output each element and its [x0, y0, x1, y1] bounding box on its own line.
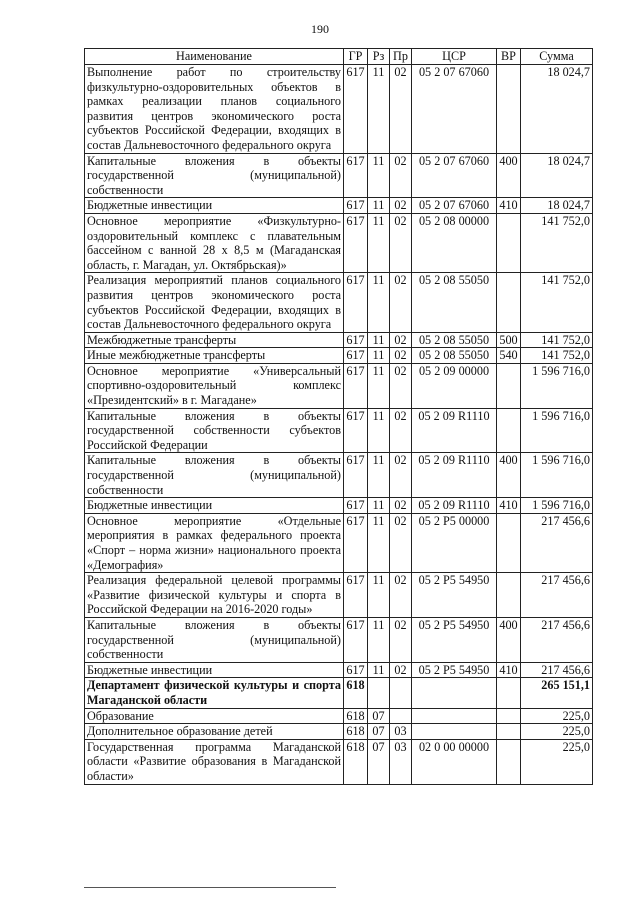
cell-vr: 410: [497, 198, 521, 214]
table-row: [85, 513, 593, 572]
table-row: [85, 153, 593, 198]
cell-gr: 617: [344, 662, 368, 678]
cell-csr: [412, 724, 497, 740]
cell-rz: 07: [368, 708, 390, 724]
cell-pr: 02: [390, 348, 412, 364]
cell-rz: 11: [368, 408, 390, 453]
header-vr: ВР: [497, 49, 521, 65]
cell-pr: 02: [390, 213, 412, 272]
cell-vr: 500: [497, 332, 521, 348]
cell-rz: 11: [368, 213, 390, 272]
cell-rz: 11: [368, 198, 390, 214]
cell-pr: 02: [390, 273, 412, 332]
header-gr: ГР: [344, 49, 368, 65]
cell-pr: 02: [390, 408, 412, 453]
cell-csr: 05 2 P5 54950: [412, 662, 497, 678]
cell-vr: [497, 513, 521, 572]
cell-pr: 02: [390, 513, 412, 572]
cell-csr: [412, 678, 497, 708]
cell-sum: 1 596 716,0: [521, 363, 593, 408]
table-row: [85, 662, 593, 678]
table-row: [85, 678, 593, 708]
cell-csr: 05 2 P5 00000: [412, 513, 497, 572]
cell-vr: [497, 273, 521, 332]
cell-rz: 07: [368, 724, 390, 740]
budget-table: [84, 48, 593, 785]
cell-gr: 617: [344, 498, 368, 514]
cell-vr: 400: [497, 617, 521, 662]
cell-sum: 1 596 716,0: [521, 498, 593, 514]
header-name: Наименование: [85, 49, 344, 65]
cell-rz: 11: [368, 65, 390, 154]
cell-name: Государственная программа Магаданской области «Развитие образования в Магаданской области»: [85, 739, 344, 784]
cell-csr: 05 2 09 R1110: [412, 408, 497, 453]
cell-csr: 02 0 00 00000: [412, 739, 497, 784]
cell-sum: 225,0: [521, 708, 593, 724]
cell-name: Образование: [85, 708, 344, 724]
cell-name: Реализация федеральной целевой программы «Развитие физической культуры и спорта в Российской Федерации на 2016-2020 годы»: [85, 573, 344, 618]
cell-pr: 02: [390, 453, 412, 498]
cell-vr: [497, 678, 521, 708]
cell-name: Капитальные вложения в объекты государственной (муниципальной) собственности: [85, 153, 344, 198]
cell-gr: 617: [344, 573, 368, 618]
table-header-row: [85, 49, 593, 65]
cell-pr: 03: [390, 739, 412, 784]
table-row: [85, 332, 593, 348]
cell-name: Основное мероприятие «Физкультурно-оздоровительный комплекс с плавательным бассейном с ванной 28 х 8,5 м (Магаданская область, г. Магадан, ул. Октябрьская)»: [85, 213, 344, 272]
cell-name: Основное мероприятие «Универсальный спортивно-оздоровительный комплекс «Президентский» в г. Магадане»: [85, 363, 344, 408]
cell-name: Бюджетные инвестиции: [85, 198, 344, 214]
cell-name: Дополнительное образование детей: [85, 724, 344, 740]
cell-vr: [497, 739, 521, 784]
cell-rz: 11: [368, 273, 390, 332]
cell-gr: 617: [344, 408, 368, 453]
cell-sum: 18 024,7: [521, 153, 593, 198]
cell-vr: 400: [497, 153, 521, 198]
cell-name: Межбюджетные трансферты: [85, 332, 344, 348]
header-rz: Рз: [368, 49, 390, 65]
cell-gr: 617: [344, 453, 368, 498]
cell-csr: 05 2 P5 54950: [412, 617, 497, 662]
cell-sum: 141 752,0: [521, 273, 593, 332]
cell-gr: 618: [344, 708, 368, 724]
cell-vr: [497, 708, 521, 724]
cell-vr: 400: [497, 453, 521, 498]
cell-rz: 07: [368, 739, 390, 784]
cell-rz: 11: [368, 453, 390, 498]
cell-sum: 18 024,7: [521, 198, 593, 214]
cell-pr: 02: [390, 332, 412, 348]
cell-gr: 617: [344, 65, 368, 154]
cell-csr: 05 2 08 55050: [412, 273, 497, 332]
cell-rz: 11: [368, 348, 390, 364]
cell-gr: 617: [344, 363, 368, 408]
cell-pr: [390, 678, 412, 708]
cell-rz: 11: [368, 332, 390, 348]
cell-name: Выполнение работ по строительству физкультурно-оздоровительных объектов в рамках реализации планов социального развития центров экономического роста субъектов Российской Федерации, входящих в состав Дальневосточного федерального округа: [85, 65, 344, 154]
cell-vr: 410: [497, 662, 521, 678]
cell-rz: 11: [368, 573, 390, 618]
header-csr: ЦСР: [412, 49, 497, 65]
cell-gr: 617: [344, 348, 368, 364]
cell-rz: 11: [368, 662, 390, 678]
table-row: [85, 724, 593, 740]
cell-csr: 05 2 07 67060: [412, 65, 497, 154]
cell-vr: [497, 65, 521, 154]
cell-sum: 217 456,6: [521, 617, 593, 662]
table-row: [85, 573, 593, 618]
cell-rz: 11: [368, 498, 390, 514]
table-row: [85, 708, 593, 724]
cell-sum: 141 752,0: [521, 213, 593, 272]
cell-name: Капитальные вложения в объекты государственной (муниципальной) собственности: [85, 617, 344, 662]
table-row: [85, 408, 593, 453]
table-row: [85, 65, 593, 154]
table-row: [85, 363, 593, 408]
table-row: [85, 739, 593, 784]
cell-gr: 617: [344, 513, 368, 572]
cell-gr: 618: [344, 678, 368, 708]
cell-rz: [368, 678, 390, 708]
cell-pr: 02: [390, 65, 412, 154]
cell-pr: 02: [390, 573, 412, 618]
cell-gr: 618: [344, 724, 368, 740]
cell-sum: 141 752,0: [521, 332, 593, 348]
table-row: [85, 213, 593, 272]
table-row: [85, 198, 593, 214]
cell-rz: 11: [368, 617, 390, 662]
cell-sum: 141 752,0: [521, 348, 593, 364]
table-row: [85, 273, 593, 332]
table-row: [85, 617, 593, 662]
cell-sum: 18 024,7: [521, 65, 593, 154]
cell-gr: 617: [344, 198, 368, 214]
cell-sum: 1 596 716,0: [521, 408, 593, 453]
cell-pr: 02: [390, 617, 412, 662]
page-number: 190: [311, 22, 329, 36]
cell-pr: [390, 708, 412, 724]
cell-csr: 05 2 P5 54950: [412, 573, 497, 618]
cell-pr: 02: [390, 498, 412, 514]
cell-csr: 05 2 09 00000: [412, 363, 497, 408]
cell-name: Иные межбюджетные трансферты: [85, 348, 344, 364]
cell-vr: [497, 363, 521, 408]
cell-csr: 05 2 07 67060: [412, 198, 497, 214]
header-sum: Сумма: [521, 49, 593, 65]
cell-gr: 617: [344, 213, 368, 272]
cell-vr: [497, 408, 521, 453]
header-pr: Пр: [390, 49, 412, 65]
table-row: [85, 498, 593, 514]
cell-csr: 05 2 09 R1110: [412, 453, 497, 498]
table-row: [85, 453, 593, 498]
cell-name: Реализация мероприятий планов социального развития центров экономического роста субъектов Российской Федерации, входящих в состав Дальневосточного федерального округа: [85, 273, 344, 332]
cell-rz: 11: [368, 153, 390, 198]
cell-vr: 540: [497, 348, 521, 364]
cell-gr: 618: [344, 739, 368, 784]
cell-rz: 11: [368, 513, 390, 572]
cell-pr: 02: [390, 363, 412, 408]
cell-name: Капитальные вложения в объекты государственной собственности субъектов Российской Федерации: [85, 408, 344, 453]
cell-csr: [412, 708, 497, 724]
cell-csr: 05 2 07 67060: [412, 153, 497, 198]
cell-sum: 217 456,6: [521, 573, 593, 618]
cell-gr: 617: [344, 332, 368, 348]
cell-sum: 225,0: [521, 724, 593, 740]
cell-name: Капитальные вложения в объекты государственной (муниципальной) собственности: [85, 453, 344, 498]
cell-sum: 1 596 716,0: [521, 453, 593, 498]
cell-pr: 02: [390, 662, 412, 678]
cell-vr: [497, 724, 521, 740]
cell-name: Бюджетные инвестиции: [85, 662, 344, 678]
cell-sum: 265 151,1: [521, 678, 593, 708]
cell-name: Основное мероприятие «Отдельные мероприятия в рамках федерального проекта «Спорт – норма жизни» национального проекта «Демография»: [85, 513, 344, 572]
cell-pr: 02: [390, 198, 412, 214]
cell-gr: 617: [344, 273, 368, 332]
cell-sum: 217 456,6: [521, 662, 593, 678]
cell-rz: 11: [368, 363, 390, 408]
table-row: [85, 348, 593, 364]
cell-csr: 05 2 08 00000: [412, 213, 497, 272]
cell-gr: 617: [344, 617, 368, 662]
cell-sum: 217 456,6: [521, 513, 593, 572]
cell-pr: 02: [390, 153, 412, 198]
cell-gr: 617: [344, 153, 368, 198]
footer-rule: [84, 887, 336, 888]
cell-csr: 05 2 09 R1110: [412, 498, 497, 514]
cell-name: Департамент физической культуры и спорта Магаданской области: [85, 678, 344, 708]
cell-sum: 225,0: [521, 739, 593, 784]
cell-vr: [497, 573, 521, 618]
cell-name: Бюджетные инвестиции: [85, 498, 344, 514]
cell-csr: 05 2 08 55050: [412, 348, 497, 364]
cell-vr: 410: [497, 498, 521, 514]
cell-pr: 03: [390, 724, 412, 740]
cell-vr: [497, 213, 521, 272]
cell-csr: 05 2 08 55050: [412, 332, 497, 348]
